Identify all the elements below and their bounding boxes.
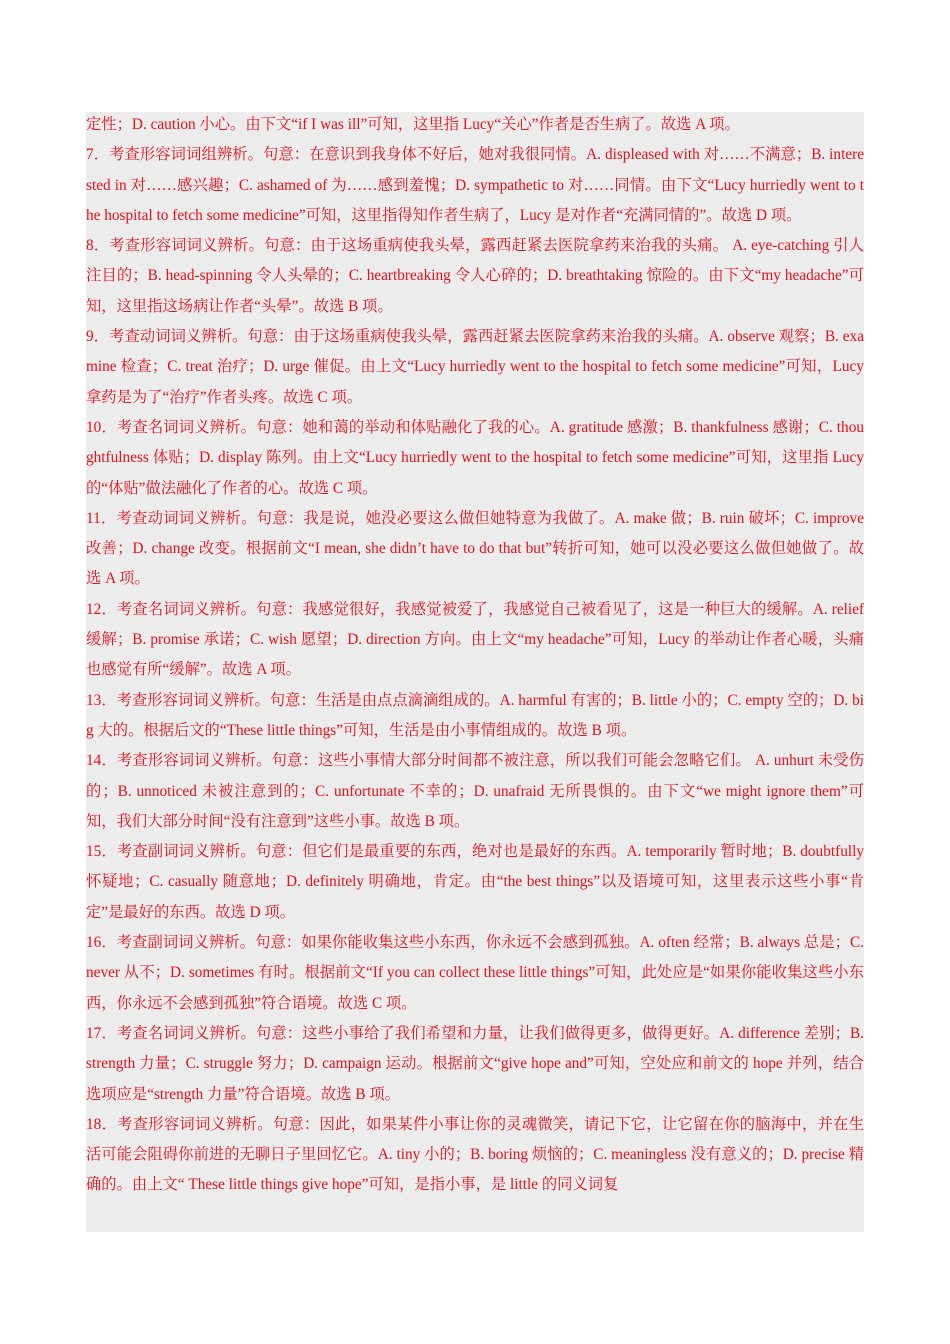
explanation-item-18: 18．考查形容词词义辨析。句意：因此，如果某件小事让你的灵魂微笑，请记下它，让它留在你的脑海中，并在生活可能会阻碍你前进的无聊日子里回忆它。A. tiny 小的；B. boring 烦恼的；C. meaningless 没有意义的；D. precise 精确的。由上文“ These little things give hope”可知，是指小事，是 little 的同义词复 — [86, 1115, 864, 1194]
explanation-item-8: 8．考查形容词词义辨析。句意：由于这场重病使我头晕，露西赶紧去医院拿药来治我的头痛。 A. eye-catching 引人注目的；B. head-spinning 令人头晕的；C. heartbreaking 令人心碎的；D. breathtaking 惊险的。由下文“my headache”可知，这里指这场病让作者“头晕”。故选 B 项。 — [86, 237, 864, 315]
explanation-item-12: 12．考查名词词义辨析。句意：我感觉很好，我感觉被爱了，我感觉自己被看见了，这是一种巨大的缓解。A. relief 缓解；B. promise 承诺；C. wish 愿望；D. direction 方向。由上文“my headache”可知，Lucy 的举动让作者心暖，头痛也感觉有所“缓解”。故选 A 项。 — [86, 600, 864, 679]
explanation-item-9: 9．考查动词词义辨析。句意：由于这场重病使我头晕，露西赶紧去医院拿药来治我的头痛。A. observe 观察；B. examine 检查；C. treat 治疗；D. urge 催促。由上文“Lucy hurriedly went to the hospital to fetch some medicine”可知，Lucy 拿药是为了“治疗”作者头疼。故选 C 项。 — [86, 328, 864, 406]
explanation-item-16: 16．考查副词词义辨析。句意：如果你能收集这些小东西，你永远不会感到孤独。A. often 经常；B. always 总是；C. never 从不；D. sometimes 有时。根据前文“If you can collect these little things”可知，此处应是“如果你能收集这些小东西，你永远不会感到孤独”符合语境。故选 C 项。 — [86, 934, 864, 1012]
explanation-item-17: 17．考查名词词义辨析。句意：这些小事给了我们希望和力量，让我们做得更多，做得更好。A. difference 差别；B. strength 力量；C. struggle 努力；D. campaign 运动。根据前文“give hope and”可知，空处应和前文的 hope 并列，结合选项应是“strength 力量”符合语境。故选 B 项。 — [86, 1024, 864, 1103]
explanation-item-10: 10．考查名词词义辨析。句意：她和蔼的举动和体贴融化了我的心。A. gratitude 感激；B. thankfulness 感谢；C. thoughtfulness 体贴；D. display 陈列。由上文“Lucy hurriedly went to the hospital to fetch some medicine”可知，这里指 Lucy 的“体贴”做法融化了作者的心。故选 C 项。 — [86, 418, 864, 497]
explanation-item-15: 15．考查副词词义辨析。句意：但它们是最重要的东西，绝对也是最好的东西。A. temporarily 暂时地；B. doubtfully 怀疑地；C. casually 随意地；D. definitely 明确地，肯定。由“the best things”以及语境可知，这里表示这些小事“肯定”是最好的东西。故选 D 项。 — [86, 843, 864, 921]
explanation-item-13: 13．考查形容词词义辨析。句意：生活是由点点滴滴组成的。A. harmful 有害的；B. little 小的；C. empty 空的；D. big 大的。根据后文的“These little things”可知，生活是由小事情组成的。故选 B 项。 — [86, 691, 864, 739]
explanation-item-14: 14．考查形容词词义辨析。句意：这些小事情大部分时间都不被注意，所以我们可能会忽略它们。 A. unhurt 未受伤的；B. unnoticed 未被注意到的；C. unfortunate 不幸的；D. unafraid 无所畏惧的。由下文“we might ignore them”可知，我们大部分时间“没有注意到”这些小事。故选 B 项。 — [86, 752, 864, 830]
explanation-item-7: 7．考查形容词词组辨析。句意：在意识到我身体不好后，她对我很同情。A. displeased with 对……不满意；B. interested in 对……感兴趣；C. ashamed of 为……感到羞愧；D. sympathetic to 对……同情。由下文“Lucy hurriedly went to the hospital to fetch some medicine”可知，这里指得知作者生病了，Lucy 是对作者“充满同情的”。故选 D 项。 — [86, 146, 864, 224]
explanation-item-11: 11．考查动词词义辨析。句意：我是说，她没必要这么做但她特意为我做了。A. make 做；B. ruin 破坏；C. improve 改善；D. change 改变。根据前文“I mean, she didn’t have to do that but”转折可知，她可以没必要这么做但她做了。故选 A 项。 — [86, 509, 864, 588]
explanation-paragraph-continued: 定性；D. caution 小心。由下文“if I was ill”可知，这里指 Lucy“关心”作者是否生病了。故选 A 项。 — [86, 116, 740, 133]
answer-explanations — [86, 112, 864, 1232]
